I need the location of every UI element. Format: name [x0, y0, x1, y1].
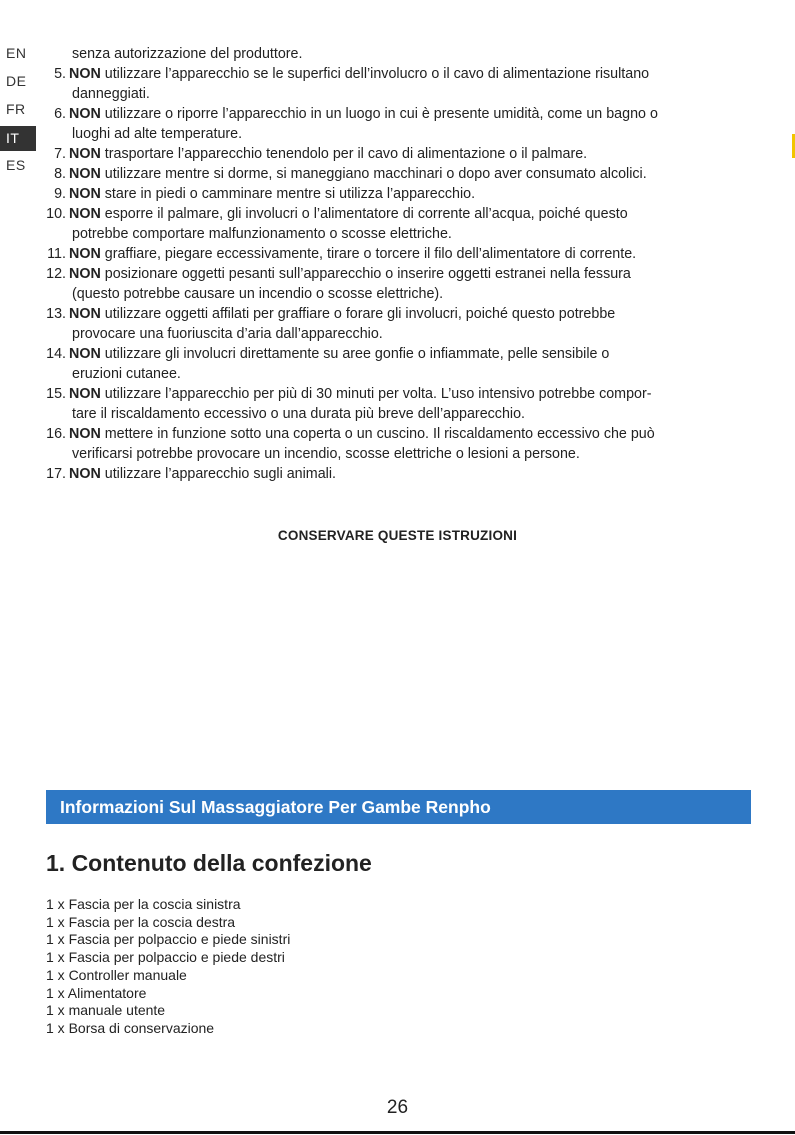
rule-text: mettere in funzione sotto una coperta o un cuscino. Il riscaldamento eccessivo che può	[100, 426, 655, 442]
rule-line	[0, 364, 795, 384]
rule-line	[0, 64, 795, 84]
safety-rule	[0, 244, 795, 264]
rule-text: (questo potrebbe causare un incendio o scosse elettriche).	[72, 286, 444, 302]
rule-text: stare in piedi o camminare mentre si utilizza l’apparecchio.	[100, 186, 476, 202]
rule-number: 11.	[47, 246, 66, 262]
package-item: 1 x Alimentatore	[46, 984, 147, 1001]
bottom-rule	[0, 1131, 795, 1134]
rule-emphasis: NON	[69, 386, 101, 402]
package-item: 1 x Fascia per polpaccio e piede destri	[46, 949, 285, 966]
section-banner	[46, 790, 751, 824]
safety-rule	[0, 304, 795, 344]
banner-title: Informazioni Sul Massaggiatore Per Gambe Renpho	[60, 797, 491, 817]
rule-number: 16.	[46, 426, 66, 442]
rule-text: posizionare oggetti pesanti sull’apparecchio o inserire oggetti estranei nella fessura	[100, 266, 631, 282]
rule-text: tare il riscaldamento eccessivo o una durata più breve dell’apparecchio.	[72, 406, 525, 422]
rule-text: verificarsi potrebbe provocare un incendio, scosse elettriche o lesioni a persone.	[72, 446, 580, 462]
rule-number: 5.	[54, 66, 66, 82]
rule-line	[0, 224, 795, 244]
rule-emphasis: NON	[69, 206, 101, 222]
rule-line	[0, 264, 795, 284]
package-item: 1 x Borsa di conservazione	[46, 1019, 215, 1036]
language-tab-fr[interactable]: FR	[6, 101, 26, 117]
safety-rule	[0, 264, 795, 304]
safety-rule	[0, 44, 795, 64]
safety-rule	[0, 104, 795, 144]
language-tab-en[interactable]: EN	[6, 45, 27, 61]
rule-text: luoghi ad alte temperature.	[72, 126, 243, 142]
rule-number: 12.	[46, 266, 66, 282]
rule-emphasis: NON	[69, 66, 101, 82]
package-item: 1 x Controller manuale	[46, 966, 187, 983]
rule-emphasis: NON	[69, 346, 101, 362]
rule-line	[0, 104, 795, 124]
rule-line	[0, 464, 795, 484]
rule-number: 7.	[54, 146, 66, 162]
rule-line	[0, 164, 795, 184]
rule-text: utilizzare l’apparecchio per più di 30 minuti per volta. L’uso intensivo potrebbe compor-	[100, 386, 652, 402]
rule-line	[0, 304, 795, 324]
safety-rule	[0, 204, 795, 244]
language-tab-de[interactable]: DE	[6, 73, 27, 89]
rule-text: provocare una fuoriuscita d’aria dall’apparecchio.	[72, 326, 383, 342]
rule-text: utilizzare gli involucri direttamente su aree gonfie o infiammate, pelle sensibile o	[100, 346, 610, 362]
package-item: 1 x Fascia per la coscia destra	[46, 913, 236, 930]
rule-line	[0, 444, 795, 464]
rule-text: utilizzare o riporre l’apparecchio in un luogo in cui è presente umidità, come un bagno o	[100, 106, 658, 122]
rule-line	[0, 124, 795, 144]
rule-text: utilizzare mentre si dorme, si maneggiano macchinari o dopo aver consumato alcolici.	[100, 166, 647, 182]
rule-number: 14.	[46, 346, 66, 362]
rule-line	[0, 324, 795, 344]
rule-line	[0, 184, 795, 204]
rule-number: 9.	[54, 186, 66, 202]
page-number: 26	[386, 1097, 409, 1118]
rule-line	[0, 404, 795, 424]
safety-rule	[0, 384, 795, 424]
safety-rule	[0, 144, 795, 164]
rule-text: trasportare l’apparecchio tenendolo per il cavo di alimentazione o il palmare.	[100, 146, 588, 162]
safety-rule	[0, 164, 795, 184]
rule-line	[0, 384, 795, 404]
rule-number: 13.	[46, 306, 66, 322]
rule-number: 15.	[46, 386, 66, 402]
rule-text: utilizzare oggetti affilati per graffiare o forare gli involucri, poiché questo potrebbe	[100, 306, 616, 322]
rule-text: graffiare, piegare eccessivamente, tirare o torcere il filo dell’alimentatore di corrente.	[100, 246, 637, 262]
rule-emphasis: NON	[69, 166, 101, 182]
safety-rule	[0, 184, 795, 204]
rule-emphasis: NON	[69, 106, 101, 122]
rule-text: esporre il palmare, gli involucri o l’alimentatore di corrente all’acqua, poiché questo	[100, 206, 628, 222]
package-item: 1 x Fascia per polpaccio e piede sinistri	[46, 931, 291, 948]
safety-rule	[0, 424, 795, 464]
safety-rules-list	[0, 44, 795, 484]
rule-line	[0, 284, 795, 304]
rule-emphasis: NON	[69, 146, 101, 162]
rule-text: potrebbe comportare malfunzionamento o scosse elettriche.	[72, 226, 452, 242]
safety-rule	[0, 64, 795, 104]
rule-number: 10.	[46, 206, 66, 222]
conserve-notice: CONSERVARE QUESTE ISTRUZIONI	[277, 528, 518, 543]
section-title: 1. Contenuto della confezione	[46, 850, 372, 876]
rule-text: utilizzare l’apparecchio se le superfici dell’involucro o il cavo di alimentazione risultano	[100, 66, 650, 82]
rule-line	[0, 44, 795, 64]
rule-line	[0, 84, 795, 104]
rule-text: eruzioni cutanee.	[72, 366, 181, 382]
package-contents-list	[46, 896, 290, 1038]
package-item: 1 x Fascia per la coscia sinistra	[46, 896, 241, 912]
rule-text: utilizzare l’apparecchio sugli animali.	[100, 466, 336, 482]
language-tab-es[interactable]: ES	[6, 157, 26, 173]
safety-rule	[0, 344, 795, 384]
rule-emphasis: NON	[69, 246, 101, 262]
rule-line	[0, 204, 795, 224]
rule-emphasis: NON	[69, 306, 101, 322]
rule-number: 8.	[54, 166, 66, 182]
rule-text: senza autorizzazione del produttore.	[72, 46, 303, 62]
rule-line	[0, 144, 795, 164]
rule-text: danneggiati.	[72, 86, 150, 102]
package-item: 1 x manuale utente	[46, 1002, 166, 1019]
rule-number: 6.	[54, 106, 66, 122]
language-tab-it[interactable]: IT	[0, 126, 36, 151]
rule-emphasis: NON	[69, 266, 101, 282]
rule-emphasis: NON	[69, 186, 101, 202]
rule-line	[0, 244, 795, 264]
rule-emphasis: NON	[69, 426, 101, 442]
rule-line	[0, 344, 795, 364]
rule-number: 17.	[46, 466, 66, 482]
rule-line	[0, 424, 795, 444]
rule-emphasis: NON	[69, 466, 101, 482]
safety-rule	[0, 464, 795, 484]
